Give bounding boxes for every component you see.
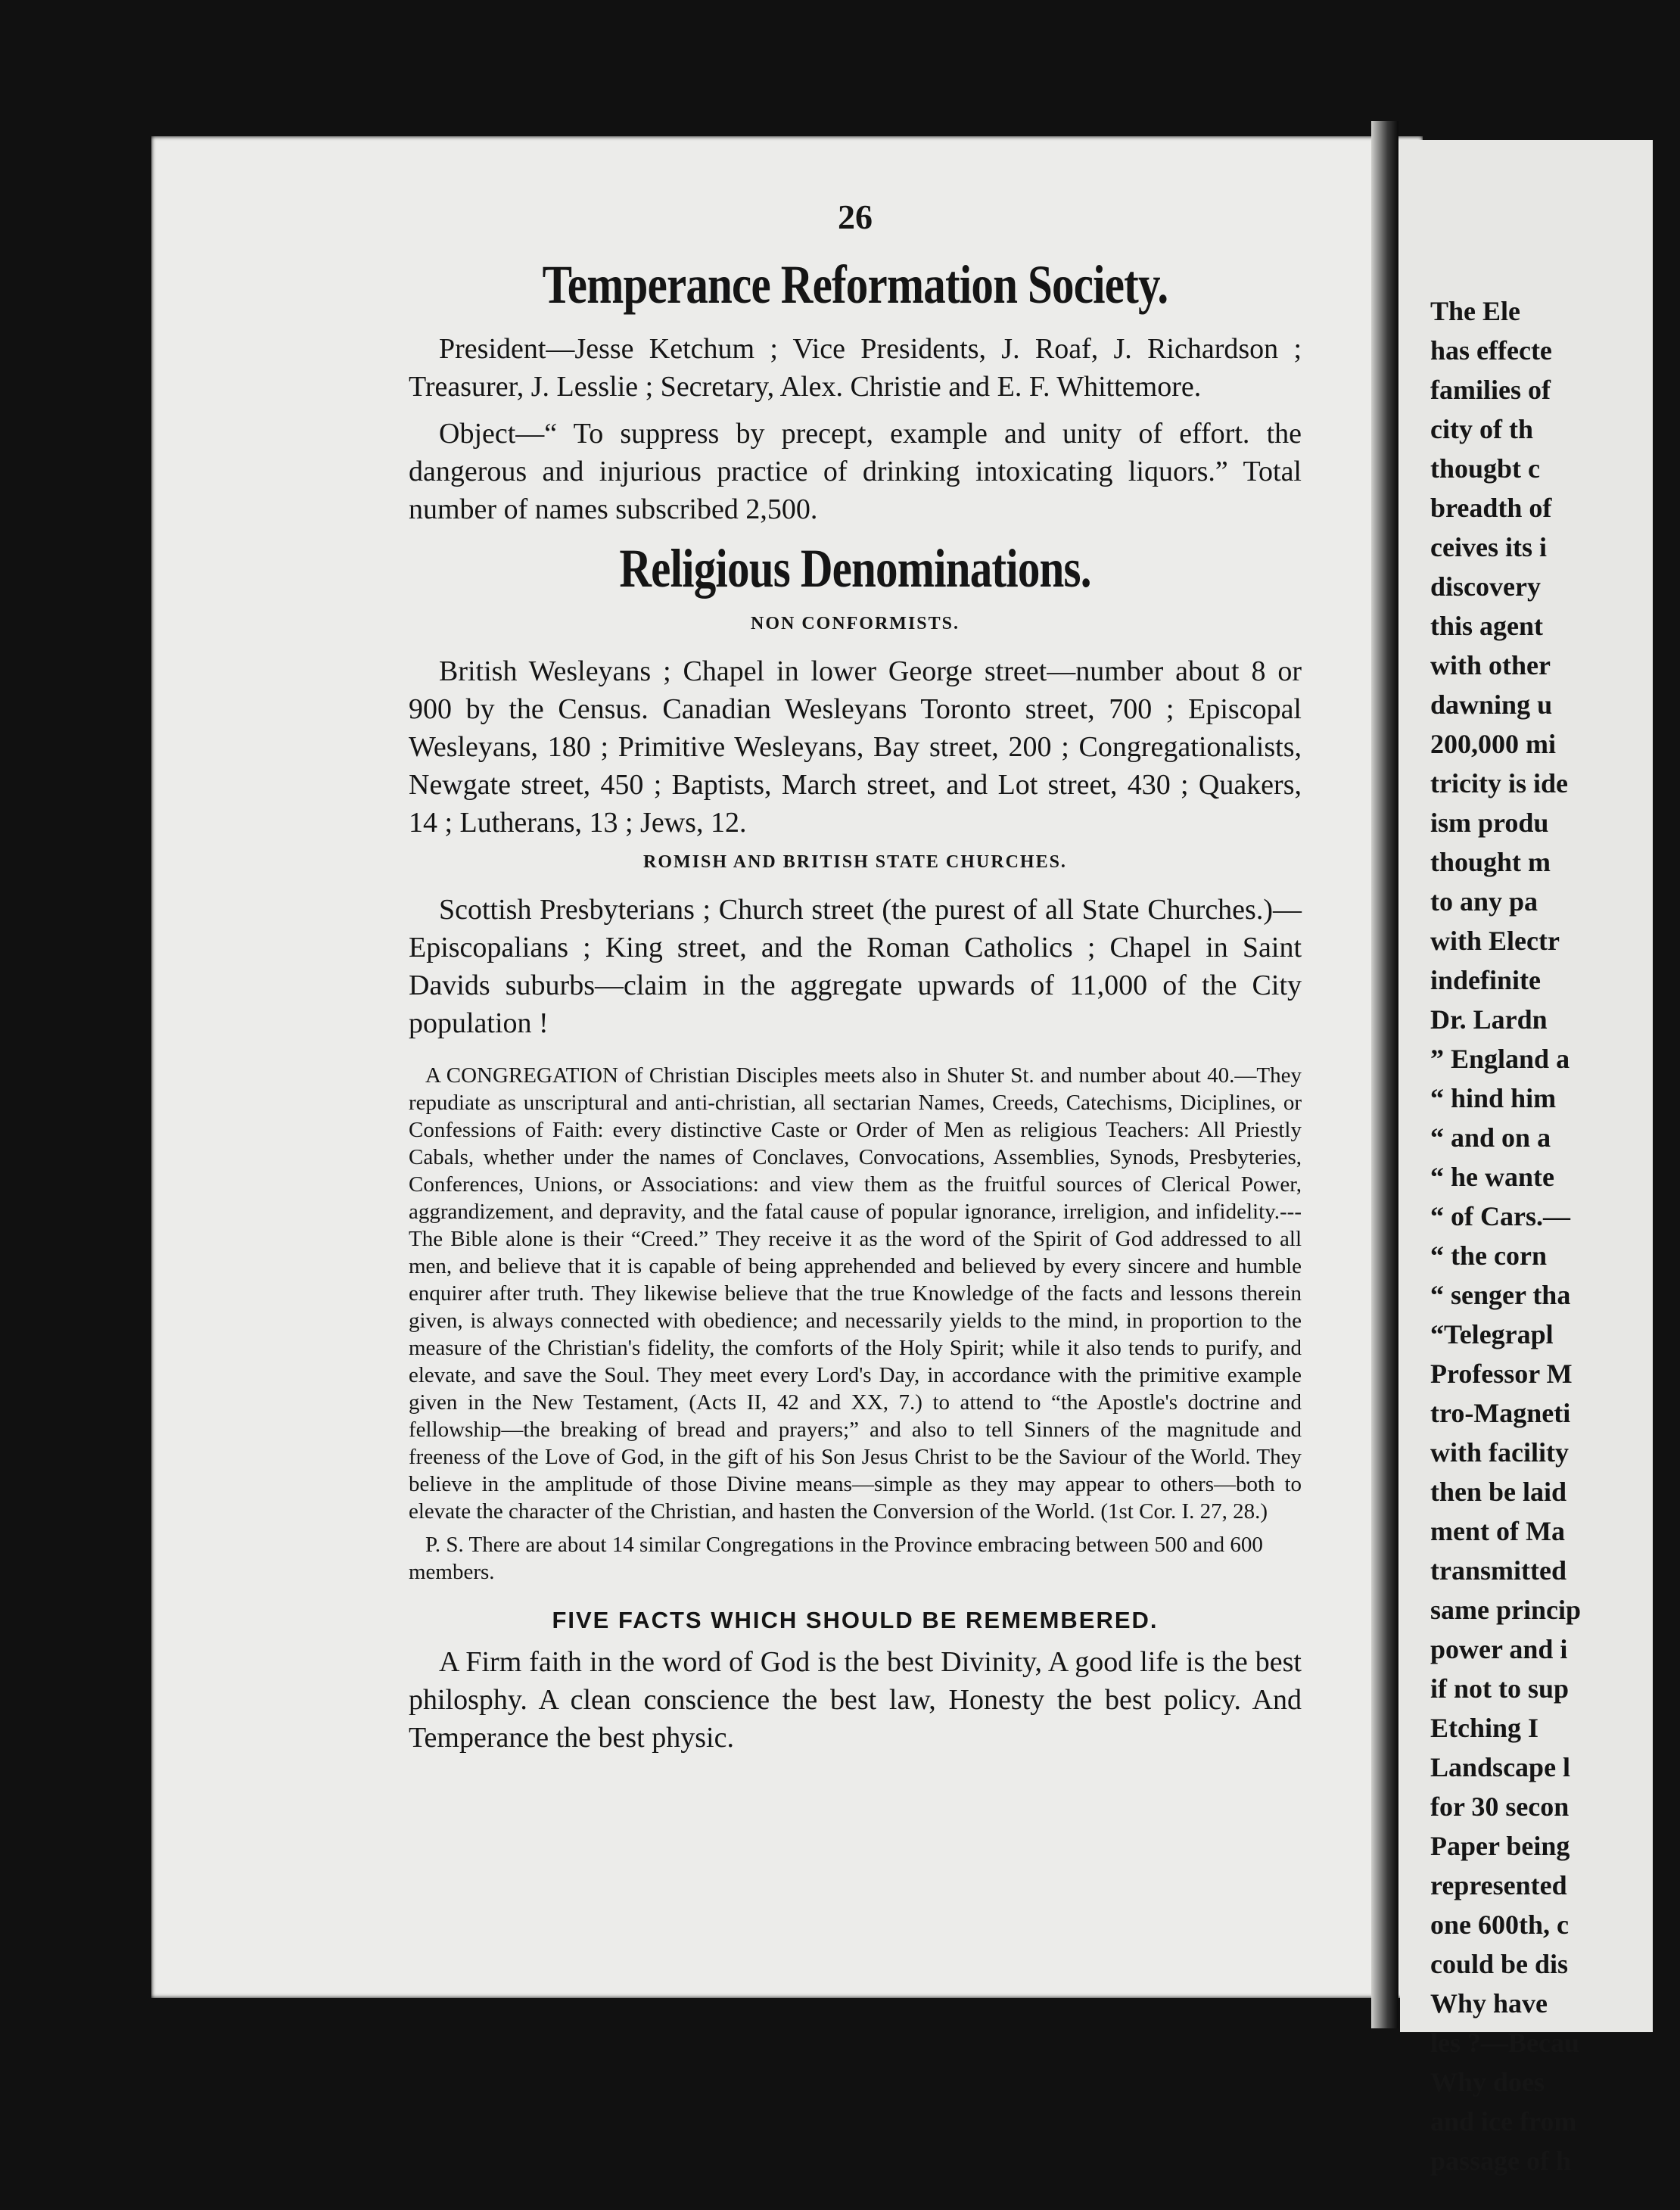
right-page-line: has effecte: [1430, 335, 1552, 366]
right-page-line: “ and on a: [1430, 1122, 1551, 1153]
right-page-line: families of: [1430, 375, 1551, 405]
right-page-line: breadth of: [1430, 493, 1552, 523]
right-page-line: if not to sup: [1430, 1673, 1570, 1704]
right-page-line: to any pa: [1430, 886, 1538, 917]
nonconformists-heading: NON CONFORMISTS.: [750, 614, 960, 633]
right-page-line: tro-Magneti: [1430, 1398, 1571, 1428]
religious-heading: Religious Denominations.: [619, 538, 1091, 599]
right-page-line: discovery: [1430, 571, 1541, 602]
right-page-line: “ senger tha: [1430, 1280, 1571, 1310]
right-page-line: power and i: [1430, 1634, 1568, 1664]
right-page-line: with other: [1430, 650, 1551, 680]
page-content: [409, 197, 1302, 1766]
right-page-line: “ of Cars.—: [1430, 1201, 1570, 1231]
right-page-line: could be dis: [1430, 1949, 1569, 1979]
right-page-line: passage of h: [1430, 2146, 1572, 2176]
right-page-line: thougbt c: [1430, 453, 1541, 484]
right-page-line: city of th: [1430, 414, 1533, 444]
right-page-line: dawning u: [1430, 689, 1553, 720]
temperance-heading: Temperance Reformation Society.: [542, 254, 1168, 315]
right-page-line: “ he wante: [1430, 1162, 1554, 1192]
romish-heading: ROMISH AND BRITISH STATE CHURCHES.: [643, 852, 1067, 872]
right-page-line: 200,000 mi: [1430, 729, 1556, 759]
right-page-line: represented: [1430, 1870, 1567, 1900]
right-page-line: with facility: [1430, 1437, 1569, 1468]
right-page-line: ” England a: [1430, 1044, 1570, 1074]
right-page-line: Etching I: [1430, 1713, 1539, 1743]
right-page-line: Landscape l: [1430, 1752, 1571, 1782]
right-page-line: same princip: [1430, 1595, 1582, 1625]
right-page-line: “ hind him: [1430, 1083, 1557, 1113]
right-page-line: les ?—Becau: [1430, 2028, 1579, 2058]
right-page-line: transmitted: [1430, 1555, 1566, 1586]
nonconformists-text: British Wesleyans ; Chapel in lower George street—number about 8 or 900 by the Census. Canadian Wesleyans Toronto street, 700 ; Episcopal Wesleyans, 180 ; Primitive Wesleyans, Bay street, 200 ; Congregationalists, Newgate street, 450 ; Baptists, March street, and Lot street, 430 ; Quakers, 14 ; Lutherans, 13 ; Jews, 12.: [409, 655, 1302, 839]
right-page-line: “ the corn: [1430, 1240, 1547, 1271]
right-page-line: “Telegrapl: [1430, 1319, 1554, 1349]
congregation-ps: P. S. There are about 14 similar Congregations in the Province embracing between 500 and 600 members.: [409, 1533, 1263, 1584]
right-page-line: this agent: [1430, 611, 1544, 641]
right-page-line: Why have: [1430, 1988, 1548, 2019]
right-page-line: and ice from: [1430, 2106, 1577, 2137]
temperance-officers: President—Jesse Ketchum ; Vice Presidents, J. Roaf, J. Richardson ; Treasurer, J. Lesslie ; Secretary, Alex. Christie and E. F. Whittemore.: [409, 333, 1302, 403]
right-page-line: ceives its i: [1430, 532, 1547, 562]
right-page-line: ment of Ma: [1430, 1516, 1565, 1546]
right-page-line: Why does: [1430, 2067, 1545, 2097]
book-gutter: [1371, 121, 1398, 2028]
right-page-line: one 600th, c: [1430, 1910, 1569, 1940]
right-page-line: for 30 secon: [1430, 1791, 1570, 1822]
right-page-line: then be laid: [1430, 1477, 1567, 1507]
page-number: 26: [838, 198, 873, 236]
right-page-line: thought m: [1430, 847, 1551, 877]
right-page-line: tricity is ide: [1430, 768, 1568, 798]
romish-text: Scottish Presbyterians ; Church street (the purest of all State Churches.)—Episcopalians ; King street, and the Roman Catholics ; Chapel in Saint Davids suburbs—claim in the aggregate upwards of 11,000 of the City population !: [409, 894, 1302, 1039]
facts-heading: FIVE FACTS WHICH SHOULD BE REMEMBERED.: [552, 1607, 1159, 1633]
right-page-line: Professor M: [1430, 1359, 1573, 1389]
facts-text: A Firm faith in the word of God is the best Divinity, A good life is the best philosphy. A clean conscience the best law, Honesty the best policy. And Temperance the best physic.: [409, 1646, 1302, 1754]
right-page-line: ism produ: [1430, 808, 1549, 838]
right-page-line: indefinite: [1430, 965, 1542, 995]
right-page-text-column: [1430, 291, 1680, 2180]
right-page-line: Dr. Lardn: [1430, 1004, 1548, 1035]
right-page-line: with Electr: [1430, 926, 1560, 956]
right-page-line: The Ele: [1430, 296, 1521, 326]
right-page-line: Paper being: [1430, 1831, 1570, 1861]
right-page: [1400, 140, 1653, 2176]
temperance-object: Object—“ To suppress by precept, example and unity of effort. the dangerous and injurious practice of drinking intoxicating liquors.” Total number of names subscribed 2,500.: [409, 418, 1302, 525]
congregation-text: A CONGREGATION of Christian Disciples meets also in Shuter St. and number about 40.—They repudiate as unscriptural and anti-christian, all sectarian Names, Creeds, Catechisms, Diciplines, or Confessions of Faith: every distinctive Caste or Order of Men as religious Teachers: All Priestly Cabals, whether under the names of Conclaves, Convocations, Assemblies, Synods, Presbyteries, Conferences, Unions, or Associations: and view them as the fruitful sources of Clerical Power, aggrandizement, and depravity, and the fatal cause of popular ignorance, irreligion, and infidelity.---The Bible alone is their “Creed.” They receive it as the word of the Spirit of God addressed to all men, and believe that it is capable of being apprehended and believed by every sincere and humble enquirer after truth. They likewise believe that the true Knowledge of the facts and lessons therein given, is always connected with obedience; and necessarily yields to the mind, in proportion to the measure of the Christian's fidelity, the comforts of the Holy Spirit; while it also tends to purify, and elevate, and save the Soul. They meet every Lord's Day, in accordance with the primitive example given in the New Testament, (Acts II, 42 and XX, 7.) to attend to “the Apostle's doctrine and fellowship—the breaking of bread and prayers;” and also to tell Sinners of the magnitude and freeness of the Love of God, in the gift of his Son Jesus Christ to be the Saviour of the World. They believe in the amplitude of those Divine means—simple as they may appear to others—both to elevate the character of the Christian, and hasten the Conversion of the World. (1st Cor. I. 27, 28.): [409, 1063, 1302, 1524]
